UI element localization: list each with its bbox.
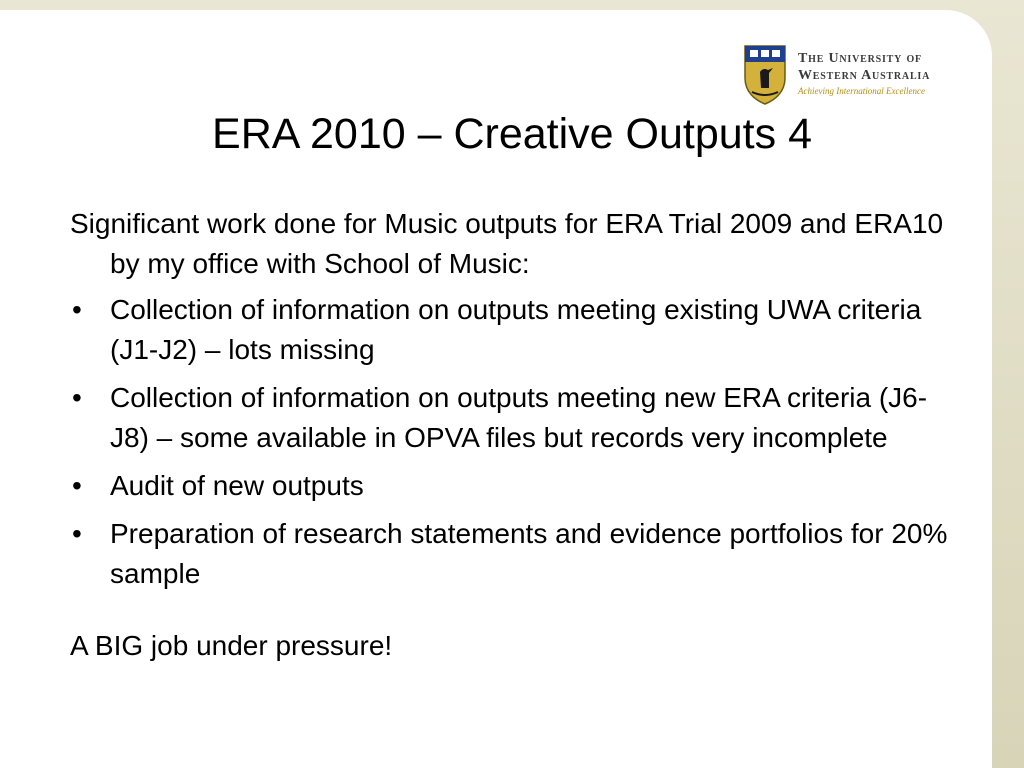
bullet-item	[70, 290, 950, 370]
bullet-text: Collection of information on outputs meeting new ERA criteria (J6-J8) – some available in OPVA files but records very incomplete	[110, 382, 928, 453]
bullet-icon: •	[72, 470, 82, 501]
bullet-item	[70, 378, 950, 458]
logo-line-1: The University of	[798, 51, 922, 66]
bullet-icon: •	[72, 382, 82, 413]
logo-line-2: Western Australia	[798, 68, 931, 83]
closing-line: A BIG job under pressure!	[70, 630, 393, 661]
bullet-text: Collection of information on outputs meeting existing UWA criteria (J1-J2) – lots missing	[110, 294, 922, 365]
slide-body	[70, 204, 950, 694]
bullet-text: Preparation of research statements and evidence portfolios for 20% sample	[110, 518, 948, 589]
logo-text	[798, 50, 968, 96]
bullet-item	[70, 514, 950, 594]
bullet-icon: •	[72, 294, 82, 325]
uwa-logo	[742, 34, 962, 114]
logo-tagline: Achieving International Excellence	[798, 86, 925, 96]
uwa-crest-icon	[742, 44, 788, 106]
intro-paragraph: Significant work done for Music outputs for ERA Trial 2009 and ERA10 by my office with School of Music:	[70, 208, 944, 279]
bullet-icon: •	[72, 518, 82, 549]
bullet-text: Audit of new outputs	[110, 470, 364, 501]
bullet-list	[70, 290, 950, 594]
slide-frame	[0, 10, 1024, 768]
bullet-item	[70, 466, 950, 506]
slide-title: ERA 2010 – Creative Outputs 4	[212, 110, 812, 158]
